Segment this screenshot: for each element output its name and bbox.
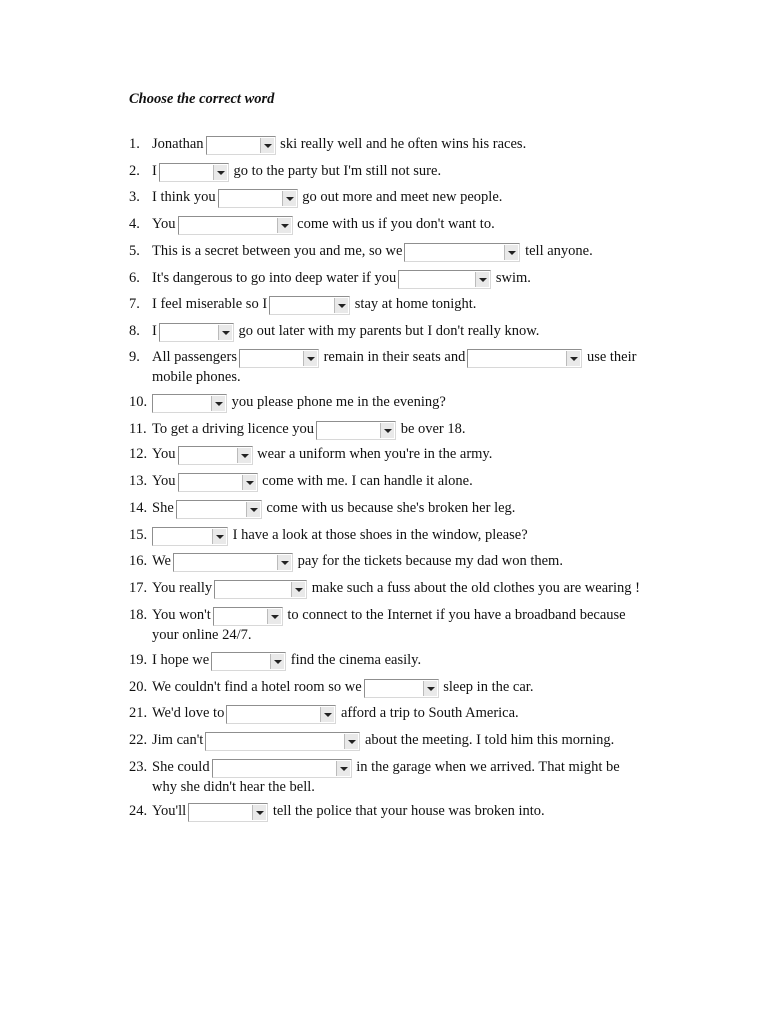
answer-dropdown[interactable] (364, 679, 439, 698)
text-middle: remain in their seats and (323, 349, 466, 365)
text-before: You (152, 446, 176, 462)
question-text (152, 420, 466, 440)
chevron-down-icon (277, 218, 291, 233)
text-before: She (152, 500, 174, 516)
chevron-down-icon (303, 351, 317, 366)
question-text (152, 758, 620, 796)
text-before: I feel miserable so I (152, 296, 268, 312)
answer-dropdown[interactable] (205, 732, 360, 751)
question-text (152, 188, 502, 208)
text-before: Jim can't (152, 732, 204, 748)
text-before: We couldn't find a hotel room so we (152, 679, 362, 695)
answer-dropdown[interactable] (226, 705, 336, 724)
answer-dropdown[interactable] (152, 394, 227, 413)
question-text (152, 704, 519, 724)
chevron-down-icon (270, 654, 284, 669)
chevron-down-icon (380, 423, 394, 438)
answer-dropdown[interactable] (211, 652, 286, 671)
question-text (152, 242, 593, 262)
text-before: You'll (152, 803, 187, 819)
question-text (152, 269, 531, 289)
chevron-down-icon (212, 529, 226, 544)
text-before: You (152, 473, 176, 489)
question-text (152, 678, 533, 698)
question-number: 16. (129, 553, 148, 569)
question-text (152, 162, 441, 182)
text-after: come with me. I can handle it alone. (262, 473, 473, 489)
text-before: She could (152, 759, 210, 775)
answer-dropdown[interactable] (213, 607, 283, 626)
answer-dropdown[interactable] (398, 270, 491, 289)
question-number: 14. (129, 500, 148, 516)
question-text (152, 606, 626, 644)
text-before: This is a secret between you and me, so we (152, 243, 403, 259)
text-before: To get a driving licence you (152, 421, 315, 437)
answer-dropdown[interactable] (218, 189, 298, 208)
worksheet-title: Choose the correct word (129, 91, 275, 107)
text-continued: your online 24/7. (152, 627, 252, 643)
answer-dropdown[interactable] (173, 553, 293, 572)
answer-dropdown[interactable] (159, 323, 234, 342)
text-after: use their (586, 349, 637, 365)
chevron-down-icon (260, 138, 274, 153)
text-before: You (152, 216, 176, 232)
text-after: go out more and meet new people. (302, 189, 503, 205)
chevron-down-icon (334, 298, 348, 313)
chevron-down-icon (291, 582, 305, 597)
answer-dropdown[interactable] (316, 421, 396, 440)
question-text (152, 579, 640, 599)
question-text (150, 526, 528, 546)
text-after: in the garage when we arrived. That might be (356, 759, 620, 775)
question-number: 6. (129, 270, 140, 286)
text-after: I have a look at those shoes in the window, please? (232, 527, 528, 543)
answer-dropdown[interactable] (404, 243, 520, 262)
question-text (152, 499, 515, 519)
text-after: wear a uniform when you're in the army. (257, 446, 493, 462)
question-number: 8. (129, 323, 140, 339)
answer-dropdown[interactable] (152, 527, 228, 546)
text-before: I (152, 163, 157, 179)
text-continued: why she didn't hear the bell. (152, 779, 315, 795)
answer-dropdown[interactable] (214, 580, 307, 599)
answer-dropdown[interactable] (206, 136, 276, 155)
question-number: 17. (129, 580, 148, 596)
question-text (152, 731, 614, 751)
text-after: come with us if you don't want to. (297, 216, 495, 232)
answer-dropdown[interactable] (178, 446, 253, 465)
chevron-down-icon (475, 272, 489, 287)
question-number: 2. (129, 163, 140, 179)
answer-dropdown[interactable] (178, 473, 258, 492)
chevron-down-icon (423, 681, 437, 696)
question-text (152, 472, 473, 492)
text-before: I (152, 323, 157, 339)
question-text (150, 393, 446, 413)
question-text (152, 135, 526, 155)
text-after: find the cinema easily. (290, 652, 422, 668)
question-text (152, 295, 476, 315)
question-text (152, 445, 492, 465)
answer-dropdown[interactable] (178, 216, 293, 235)
chevron-down-icon (344, 734, 358, 749)
text-after: tell the police that your house was broken into. (272, 803, 545, 819)
question-number: 1. (129, 136, 140, 152)
question-number: 3. (129, 189, 140, 205)
text-before: You really (152, 580, 213, 596)
text-before: You won't (152, 607, 211, 623)
question-text (152, 215, 495, 235)
text-after: swim. (495, 270, 531, 286)
question-number: 5. (129, 243, 140, 259)
chevron-down-icon (320, 707, 334, 722)
text-before: We (152, 553, 171, 569)
question-number: 20. (129, 679, 148, 695)
text-after: about the meeting. I told him this morning. (364, 732, 615, 748)
text-after: you please phone me in the evening? (231, 394, 446, 410)
question-number: 22. (129, 732, 148, 748)
chevron-down-icon (213, 165, 227, 180)
answer-dropdown[interactable] (176, 500, 262, 519)
text-after: make such a fuss about the old clothes you are wearing ! (311, 580, 640, 596)
chevron-down-icon (336, 761, 350, 776)
answer-dropdown[interactable] (188, 803, 268, 822)
text-before: I hope we (152, 652, 210, 668)
text-after: go out later with my parents but I don't really know. (238, 323, 540, 339)
chevron-down-icon (237, 448, 251, 463)
answer-dropdown-1[interactable] (239, 349, 319, 368)
text-before: It's dangerous to go into deep water if you (152, 270, 397, 286)
answer-dropdown[interactable] (269, 296, 350, 315)
chevron-down-icon (504, 245, 518, 260)
chevron-down-icon (277, 555, 291, 570)
text-after: come with us because she's broken her leg. (266, 500, 516, 516)
question-number: 15. (129, 527, 148, 543)
text-after: afford a trip to South America. (340, 705, 519, 721)
chevron-down-icon (242, 475, 256, 490)
text-after: tell anyone. (525, 243, 593, 259)
text-after: go to the party but I'm still not sure. (233, 163, 442, 179)
question-number: 18. (129, 607, 148, 623)
text-after: sleep in the car. (443, 679, 534, 695)
question-number: 4. (129, 216, 140, 232)
question-number: 9. (129, 349, 140, 365)
text-continued: mobile phones. (152, 369, 241, 385)
chevron-down-icon (282, 191, 296, 206)
question-text (152, 651, 421, 671)
question-text (152, 348, 636, 386)
question-number: 13. (129, 473, 148, 489)
chevron-down-icon (267, 609, 281, 624)
chevron-down-icon (218, 325, 232, 340)
answer-dropdown[interactable] (212, 759, 352, 778)
text-after: pay for the tickets because my dad won them. (297, 553, 563, 569)
question-number: 12. (129, 446, 148, 462)
text-after: to connect to the Internet if you have a broadband because (287, 607, 626, 623)
question-number: 7. (129, 296, 140, 312)
question-number: 21. (129, 705, 148, 721)
text-before: Jonathan (152, 136, 204, 152)
text-after: stay at home tonight. (354, 296, 477, 312)
chevron-down-icon (566, 351, 580, 366)
text-after: be over 18. (400, 421, 466, 437)
text-before: We'd love to (152, 705, 225, 721)
question-text (152, 802, 545, 822)
question-number: 10. (129, 394, 148, 410)
answer-dropdown-2[interactable] (467, 349, 582, 368)
chevron-down-icon (252, 805, 266, 820)
chevron-down-icon (211, 396, 225, 411)
question-number: 24. (129, 803, 148, 819)
chevron-down-icon (246, 502, 260, 517)
question-number: 11. (129, 421, 147, 437)
text-before: I think you (152, 189, 216, 205)
question-text (152, 322, 539, 342)
question-text (152, 552, 563, 572)
answer-dropdown[interactable] (159, 163, 229, 182)
question-number: 19. (129, 652, 148, 668)
text-before: All passengers (152, 349, 237, 365)
question-number: 23. (129, 759, 148, 775)
text-after: ski really well and he often wins his races. (280, 136, 527, 152)
